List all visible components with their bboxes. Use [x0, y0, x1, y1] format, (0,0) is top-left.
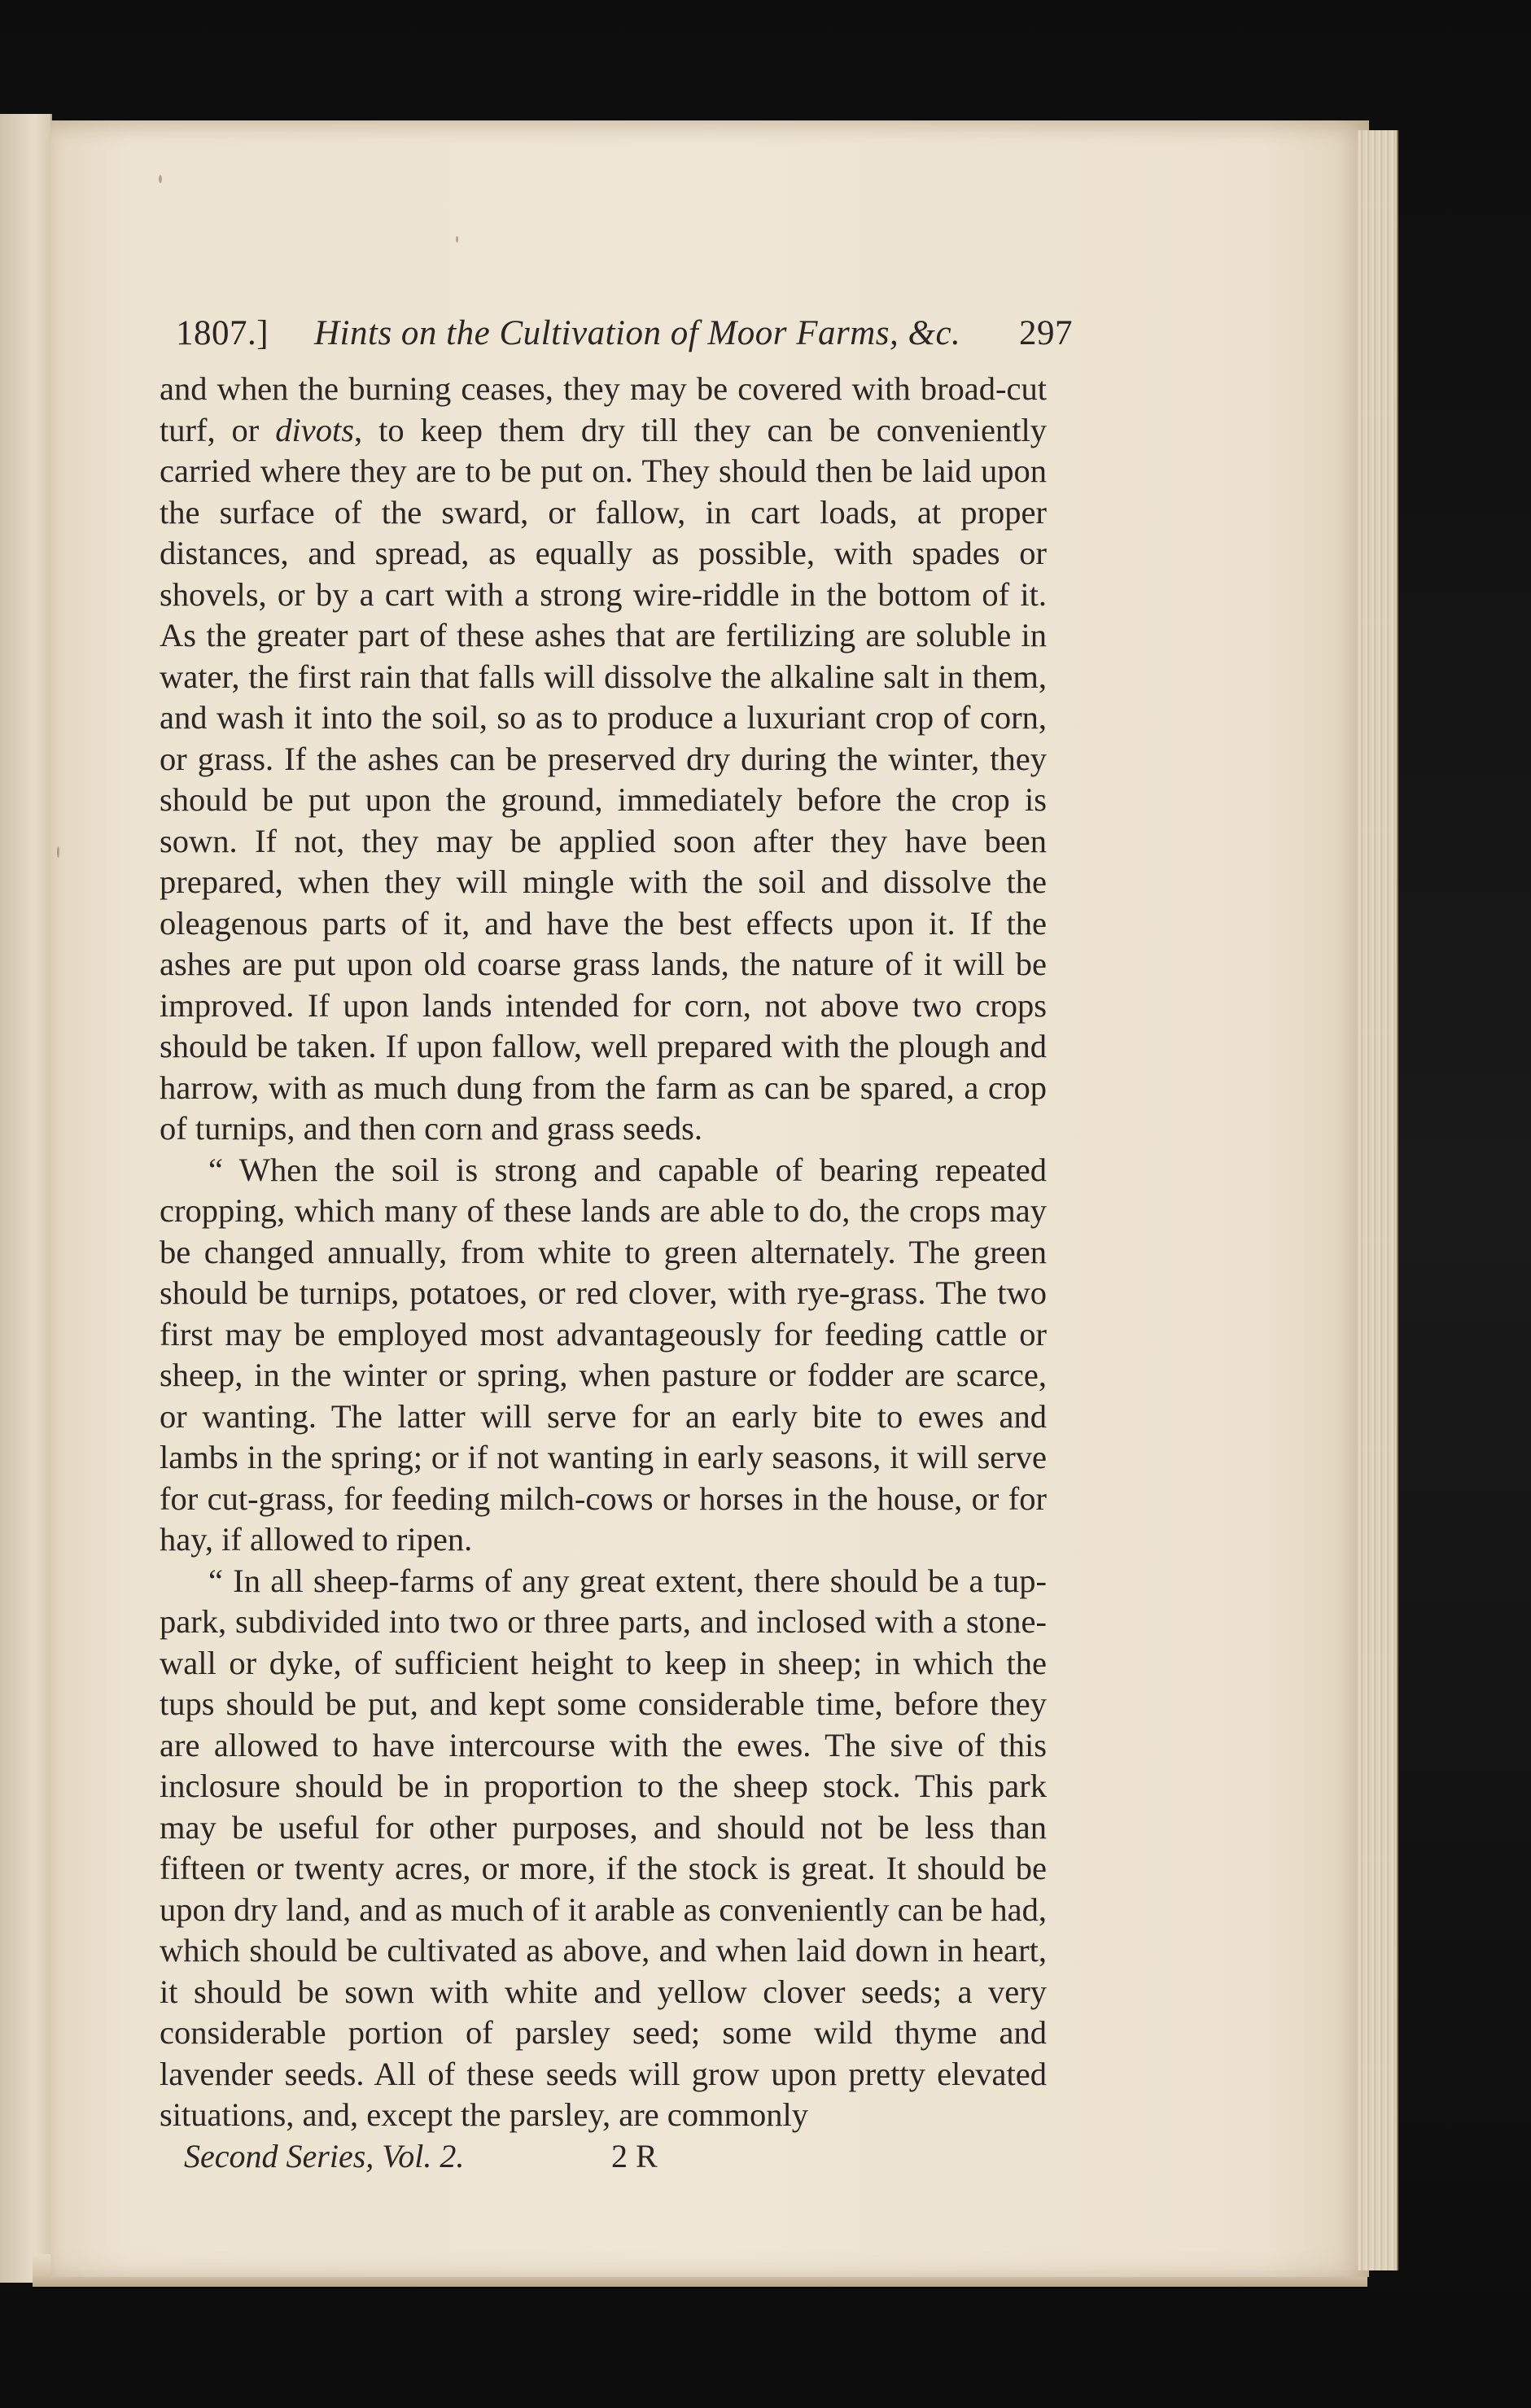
- footer-signature-mark: 2 R: [611, 2137, 658, 2174]
- paragraph-1: [160, 369, 1047, 1150]
- paragraph-1-text-start: and when the burning ceases, they may be covered with broad-cut turf, or: [160, 370, 1047, 448]
- paper-speck: [456, 236, 458, 243]
- left-page-edge: [0, 114, 52, 2283]
- page-right-edge: [1358, 130, 1398, 2270]
- paragraph-3-text: “ In all sheep-farms of any great extent, there should be a tup-park, subdivided into two or three parts, and inclosed with a stone-wall or dyke, of sufficient height to keep in sheep; in which the tups should be put, and kept some considerable time, before they are allowed to have intercourse with the ewes. The sive of this inclosure should be in proportion to the sheep stock. This park may be useful for other purposes, and should not be less than fifteen or twenty acres, or more, if the stock is great. It should be upon dry land, and as much of it arable as conveniently can be had, which should be cultivated as above, and when laid down in heart, it should be sown with white and yellow clover seeds; a very considerable portion of parsley seed; some wild thyme and lavender seeds. All of these seeds will grow upon pretty elevated situations, and, except the parsley, are commonly: [160, 1562, 1047, 2133]
- paragraph-2-text: “ When the soil is strong and capable of bearing repeated cropping, which many of these lands are able to do, the crops may be changed annually, from white to green alternately. The green should be turnips, potatoes, or red clover, with rye-grass. The two first may be employed most advantageously for feeding cattle or sheep, in the winter or spring, when pasture or fodder are scarce, or wanting. The latter will serve for an early bite to ewes and lambs in the spring; or if not wanting in early seasons, it will serve for cut-grass, for feeding milch-cows or horses in the house, or for hay, if allowed to ripen.: [160, 1151, 1047, 1558]
- paper-speck: [57, 846, 59, 858]
- running-head-title: Hints on the Cultivation of Moor Farms, &c.: [314, 314, 961, 352]
- body-text: [160, 369, 1047, 2136]
- paragraph-1-emphasis: divots: [275, 411, 354, 448]
- running-head-year: 1807.]: [176, 314, 269, 352]
- paper-speck: [159, 175, 162, 183]
- page-text-block: [160, 305, 1073, 2177]
- paragraph-3: [160, 1561, 1047, 2136]
- paragraph-1-text-end: , to keep them dry till they can be conveniently carried where they are to be put on. They should then be laid upon the surface of the sward, or fallow, in cart loads, at proper distances, and spread, as equally as possible, with spades or shovels, or by a cart with a strong wire-riddle in the bottom of it. As the greater part of these ashes that are fertilizing are soluble in water, the first rain that falls will dissolve the alkaline salt in them, and wash it into the soil, so as to produce a luxuriant crop of corn, or grass. If the ashes can be preserved dry during the winter, they should be put upon the ground, immediately before the crop is sown. If not, they may be applied soon after they have been prepared, when they will mingle with the soil and dissolve the oleagenous parts of it, and have the best effects upon it. If the ashes are put upon old coarse grass lands, the nature of it will be improved. If upon lands intended for corn, not above two crops should be taken. If upon fallow, well prepared with the plough and harrow, with as much dung from the farm as can be spared, a crop of turnips, and then corn and grass seeds.: [160, 411, 1047, 1147]
- paragraph-2: [160, 1150, 1047, 1561]
- footer-series: Second Series, Vol. 2.: [184, 2137, 465, 2174]
- page-number: 297: [1019, 314, 1073, 352]
- page-footer: [160, 2136, 1047, 2177]
- running-head: [160, 305, 1073, 362]
